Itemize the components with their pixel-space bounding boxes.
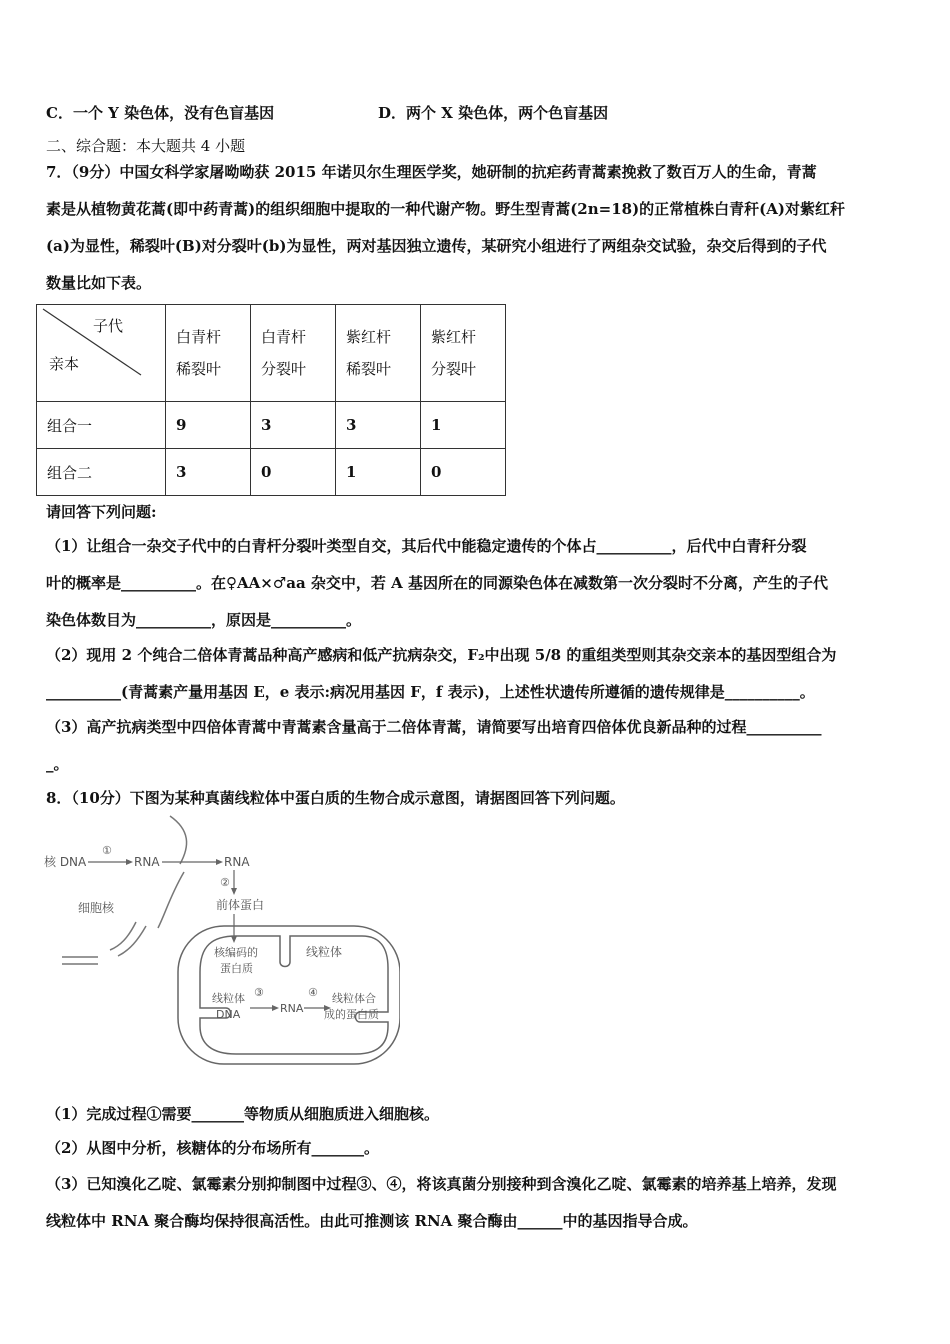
- table-cell: 3: [336, 402, 421, 449]
- arrow-head-icon: [272, 1005, 279, 1011]
- nuclear-envelope-line: [158, 872, 184, 928]
- q7-sub-line: 叶的概率是__________。在♀AA×♂aa 杂交中，若 A 基因所在的同源染色体在减数第一次分裂时不分离，产生的子代: [46, 574, 829, 592]
- arrow-head-icon: [231, 888, 237, 895]
- column-header-line: 白青杆: [261, 328, 307, 346]
- column-header-line: 分裂叶: [431, 360, 477, 378]
- table-row: [37, 402, 506, 449]
- q7-sub-line: （3）高产抗病类型中四倍体青蒿中青蒿素含量高于二倍体青蒿，请简要写出培育四倍体优良新品种的过程__________: [46, 718, 822, 736]
- table-cell: 0: [251, 449, 336, 496]
- column-header-line: 紫红杆: [346, 328, 392, 346]
- q8-sub-line: 线粒体中 RNA 聚合酶均保持很高活性。由此可推测该 RNA 聚合酶由______中的基因指导合成。: [46, 1212, 698, 1230]
- q7-sub-line: __________(青蒿素产量用基因 E，e 表示:病况用基因 F，f 表示)，上述性状遗传所遵循的遗传规律是__________。: [46, 683, 815, 701]
- q8-intro: 8．（10分）下图为某种真菌线粒体中蛋白质的生物合成示意图，请据图回答下列问题。: [46, 789, 625, 807]
- label-mt-protein-1: 线粒体合: [332, 992, 376, 1005]
- label-step-4: ④: [308, 986, 318, 999]
- table-corner-cell: [37, 305, 166, 402]
- option-d: D．两个 X 染色体，两个色盲基因: [378, 104, 609, 122]
- label-rna-nucleus: RNA: [134, 855, 160, 869]
- table-header-row: [37, 305, 506, 402]
- q7-text-line: 7．（9分）中国女科学家屠呦呦获 2015 年诺贝尔生理医学奖，她研制的抗疟药青蒿素挽救了数百万人的生命，青蒿: [46, 163, 817, 181]
- column-header-line: 稀裂叶: [346, 360, 392, 378]
- nuclear-envelope-line: [170, 816, 187, 864]
- row-label: 组合一: [37, 402, 166, 449]
- q8-sub-line: （3）已知溴化乙啶、氯霉素分别抑制图中过程③、④，将该真菌分别接种到含溴化乙啶、氯霉素的培养基上培养，发现: [46, 1175, 837, 1193]
- label-step-3: ③: [254, 986, 264, 999]
- label-precursor-protein: 前体蛋白: [216, 898, 265, 912]
- arrow-head-icon: [216, 859, 223, 865]
- row-label: 组合二: [37, 449, 166, 496]
- q7-sub-line: （1）让组合一杂交子代中的白青杆分裂叶类型自交，其后代中能稳定遗传的个体占__________，后代中白青秆分裂: [46, 537, 807, 555]
- column-header-line: 稀裂叶: [176, 360, 222, 378]
- q7-text-line: 素是从植物黄花蒿(即中药青蒿)的组织细胞中提取的一种代谢产物。野生型青蒿(2n=18)的正常植株白青秆(A)对紫红秆: [46, 200, 846, 218]
- label-mt-dna-1: 线粒体: [212, 992, 245, 1005]
- label-rna-mitochondrion: RNA: [280, 1002, 304, 1015]
- q8-sub-line: （2）从图中分析，核糖体的分布场所有_______。: [46, 1139, 379, 1157]
- option-c: C．一个 Y 染色体，没有色盲基因: [46, 104, 275, 122]
- mitochondrial-protein-synthesis-diagram: [40, 812, 400, 1072]
- column-header-line: 分裂叶: [261, 360, 307, 378]
- table-column-header: [421, 305, 506, 402]
- label-mt-protein-2: 成的蛋白质: [324, 1008, 379, 1021]
- table-cell: 9: [166, 402, 251, 449]
- q7-prompt: 请回答下列问题:: [46, 503, 157, 521]
- table-column-header: [336, 305, 421, 402]
- label-nuclear-protein-1: 核编码的: [214, 946, 258, 959]
- label-mt-dna-2: DNA: [216, 1008, 241, 1021]
- label-step-2: ②: [220, 876, 230, 889]
- column-header-line: 白青杆: [176, 328, 222, 346]
- corner-offspring-label: 子代: [93, 317, 124, 335]
- column-header-line: 紫红杆: [431, 328, 477, 346]
- label-nuclear-protein-2: 蛋白质: [220, 962, 253, 975]
- table-cell: 3: [251, 402, 336, 449]
- cross-results-table: [36, 304, 506, 496]
- label-nucleus: 细胞核: [78, 901, 115, 915]
- q7-sub-line: （2）现用 2 个纯合二倍体青蒿品种高产感病和低产抗病杂交，F₂中出现 5/8 的重组类型则其杂交亲本的基因型组合为: [46, 646, 837, 664]
- q7-sub-line: 染色体数目为__________，原因是__________。: [46, 611, 362, 629]
- table-row: [37, 449, 506, 496]
- q7-sub-line: _。: [46, 755, 69, 773]
- table-cell: 1: [421, 402, 506, 449]
- table-column-header: [251, 305, 336, 402]
- label-step-1: ①: [102, 844, 112, 857]
- label-mitochondrion: 线粒体: [306, 945, 343, 959]
- label-nuclear-dna: 核 DNA: [44, 855, 87, 869]
- arrow-head-icon: [126, 859, 133, 865]
- q7-text-line: (a)为显性，稀裂叶(B)对分裂叶(b)为显性，两对基因独立遗传，某研究小组进行了两组杂交试验，杂交后得到的子代: [46, 237, 827, 255]
- section-heading: 二、综合题：本大题共 4 小题: [46, 137, 246, 155]
- corner-parent-label: 亲本: [49, 355, 80, 373]
- arrow-head-icon: [231, 936, 237, 943]
- table-cell: 0: [421, 449, 506, 496]
- q7-text-line: 数量比如下表。: [46, 274, 152, 292]
- label-rna-cytoplasm: RNA: [224, 855, 250, 869]
- q8-sub-line: （1）完成过程①需要_______等物质从细胞质进入细胞核。: [46, 1105, 439, 1123]
- table-cell: 1: [336, 449, 421, 496]
- table-cell: 3: [166, 449, 251, 496]
